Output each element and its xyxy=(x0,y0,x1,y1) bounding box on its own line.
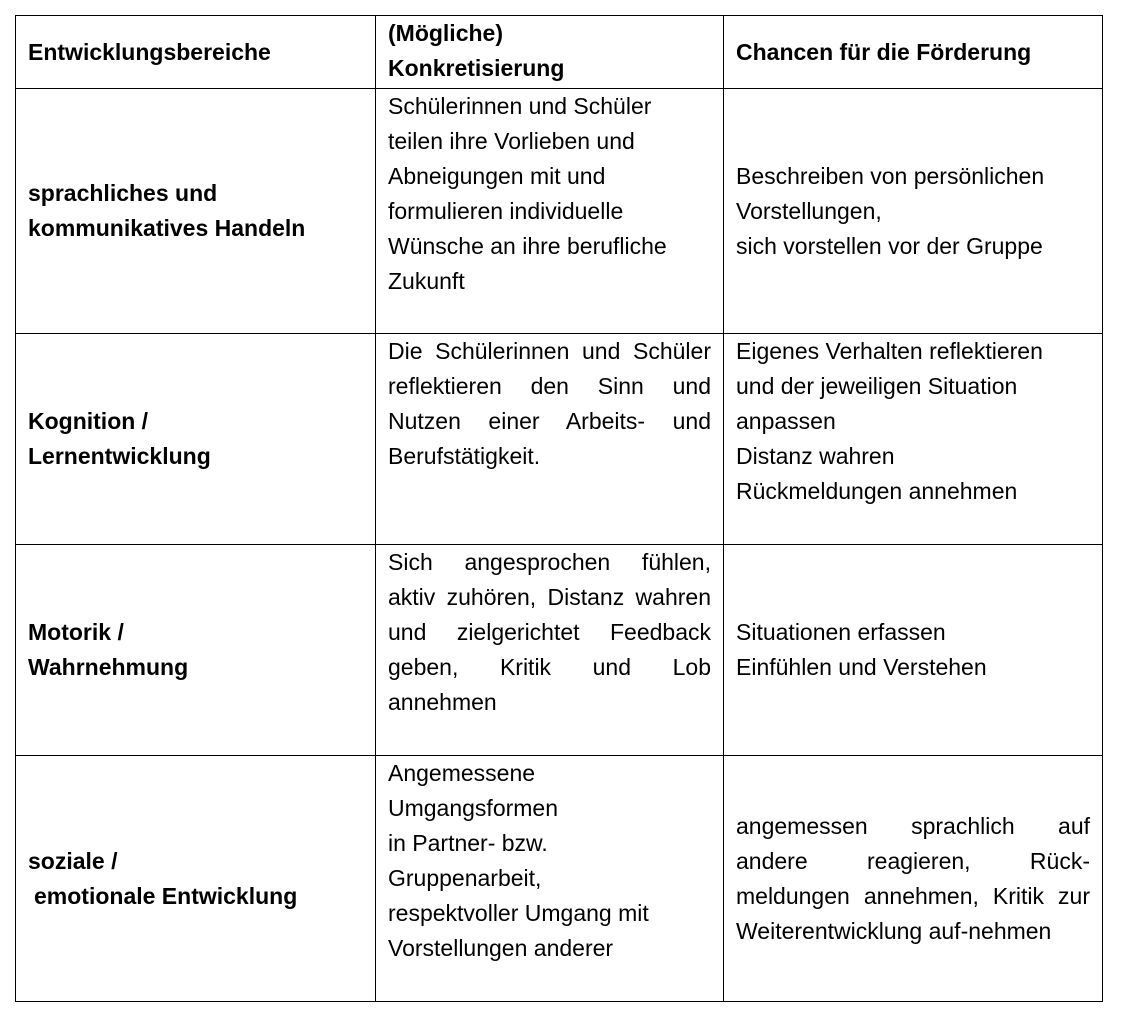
table-row xyxy=(16,756,1103,1002)
concretization-cell: Sich angesprochen fühlen, aktiv zuhören, Distanz wahren und zielgerichtet Feedback geben, Kritik und Lob annehmen xyxy=(376,545,724,756)
area-cell: Motorik / Wahrnehmung xyxy=(16,545,376,756)
chances-cell: Eigenes Verhalten reflektieren und der jeweiligen Situation anpassen Distanz wahren Rückmeldungen annehmen xyxy=(724,334,1103,545)
area-cell: sprachliches und kommunikatives Handeln xyxy=(16,89,376,334)
development-table xyxy=(15,15,1103,1002)
header-areas: Entwicklungsbereiche xyxy=(16,16,376,89)
concretization-cell: Die Schülerinnen und Schüler reflektieren den Sinn und Nutzen einer Arbeits- und Berufstätigkeit. xyxy=(376,334,724,545)
chances-cell: angemessen sprachlich auf andere reagieren, Rück-meldungen annehmen, Kritik zur Weiterentwicklung auf-nehmen xyxy=(724,756,1103,1002)
concretization-cell: Schülerinnen und Schüler teilen ihre Vorlieben und Abneigungen mit und formulieren individuelle Wünsche an ihre berufliche Zukunft xyxy=(376,89,724,334)
table-row xyxy=(16,334,1103,545)
header-concretization: (Mögliche) Konkretisierung xyxy=(376,16,724,89)
table-row xyxy=(16,545,1103,756)
header-chances: Chancen für die Förderung xyxy=(724,16,1103,89)
area-cell: Kognition / Lernentwicklung xyxy=(16,334,376,545)
table-header-row xyxy=(16,16,1103,89)
concretization-cell: Angemessene Umgangsformen in Partner- bzw. Gruppenarbeit, respektvoller Umgang mit Vorstellungen anderer xyxy=(376,756,724,1002)
area-cell: soziale / emotionale Entwicklung xyxy=(16,756,376,1002)
chances-cell: Beschreiben von persönlichen Vorstellungen, sich vorstellen vor der Gruppe xyxy=(724,89,1103,334)
table-row xyxy=(16,89,1103,334)
chances-cell: Situationen erfassen Einfühlen und Verstehen xyxy=(724,545,1103,756)
